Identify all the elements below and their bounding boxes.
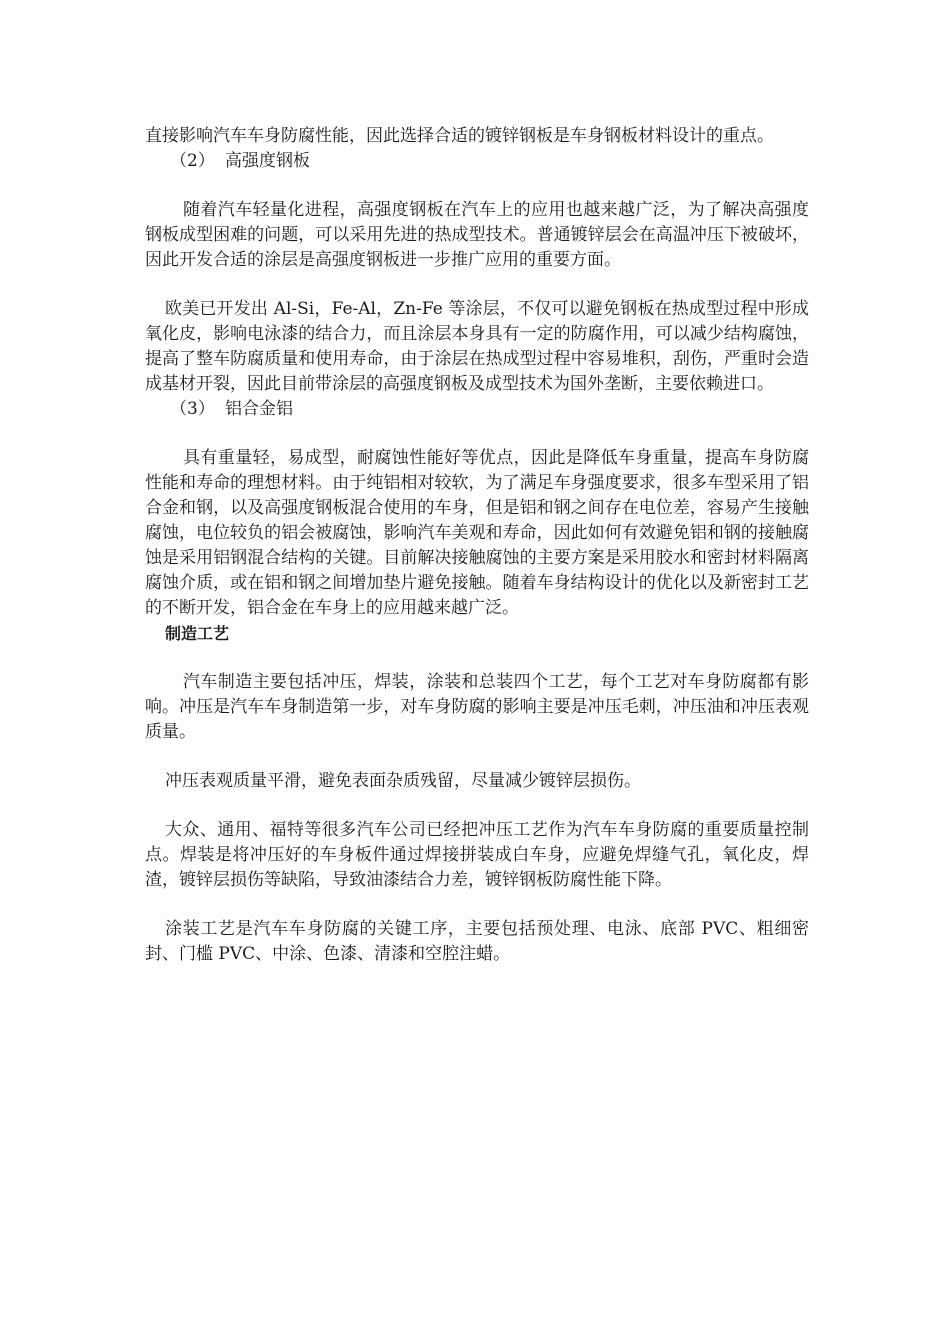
paragraph-manufacturing-overview: 汽车制造主要包括冲压，焊装，涂装和总装四个工艺，每个工艺对车身防腐都有影响。冲压是汽车车身制造第一步，对车身防腐的影响主要是冲压毛刺，冲压油和冲压表观质量。 [145, 672, 809, 742]
subheading-aluminum-alloy [145, 397, 809, 422]
document-page [145, 124, 809, 967]
subheading-high-strength-steel [145, 149, 809, 174]
paragraph-painting: 涂装工艺是汽车车身防腐的关键工序，主要包括预处理、电泳、底部 PVC、粗细密封、门槛 PVC、中涂、色漆、清漆和空腔注蜡。 [145, 919, 809, 964]
paragraph-zinc-steel-conclusion: 直接影响汽车车身防腐性能，因此选择合适的镀锌钢板是车身钢板材料设计的重点。 [145, 126, 774, 146]
paragraph-hot-forming: 随着汽车轻量化进程，高强度钢板在汽车上的应用也越来越广泛，为了解决高强度钢板成型困难的问题，可以采用先进的热成型技术。普通镀锌层会在高温冲压下被破坏，因此开发合适的涂层是高强度钢板进一步推广应用的重要方面。 [145, 200, 809, 270]
subheading-number: （2） [170, 151, 215, 171]
subheading-title: 高强度钢板 [225, 151, 310, 171]
paragraph-aluminum: 具有重量轻，易成型，耐腐蚀性能好等优点，因此是降低车身重量，提高车身防腐性能和寿命的理想材料。由于纯铝相对较软，为了满足车身强度要求，很多车型采用了铝合金和钢，以及高强度钢板混合使用的车身，但是铝和钢之间存在电位差，容易产生接触腐蚀，电位较负的铝会被腐蚀，影响汽车美观和寿命，因此如何有效避免铝和钢的接触腐蚀是采用铝钢混合结构的关键。目前解决接触腐蚀的主要方案是采用胶水和密封材料隔离腐蚀介质，或在铝和钢之间增加垫片避免接触。随着车身结构设计的优化以及新密封工艺的不断开发，铝合金在车身上的应用越来越广泛。 [145, 448, 809, 618]
section-title-manufacturing: 制造工艺 [165, 624, 230, 643]
paragraph-welding: 大众、通用、福特等很多汽车公司已经把冲压工艺作为汽车车身防腐的重要质量控制点。焊装是将冲压好的车身板件通过焊接拼装成白车身，应避免焊缝气孔，氧化皮，焊渣，镀锌层损伤等缺陷，导致油漆结合力差，镀锌钢板防腐性能下降。 [145, 820, 809, 890]
paragraph-stamping-quality: 冲压表观质量平滑，避免表面杂质残留，尽量减少镀锌层损伤。 [165, 771, 641, 791]
subheading-number: （3） [170, 399, 215, 419]
paragraph-coatings: 欧美已开发出 Al-Si，Fe-Al，Zn-Fe 等涂层，不仅可以避免钢板在热成型过程中形成氧化皮，影响电泳漆的结合力，而且涂层本身具有一定的防腐作用，可以减少结构腐蚀，提高了整车防腐质量和使用寿命，由于涂层在热成型过程中容易堆积，刮伤，严重时会造成基材开裂，因此目前带涂层的高强度钢板及成型技术为国外垄断，主要依赖进口。 [145, 299, 809, 394]
subheading-title: 铝合金铝 [225, 399, 293, 419]
